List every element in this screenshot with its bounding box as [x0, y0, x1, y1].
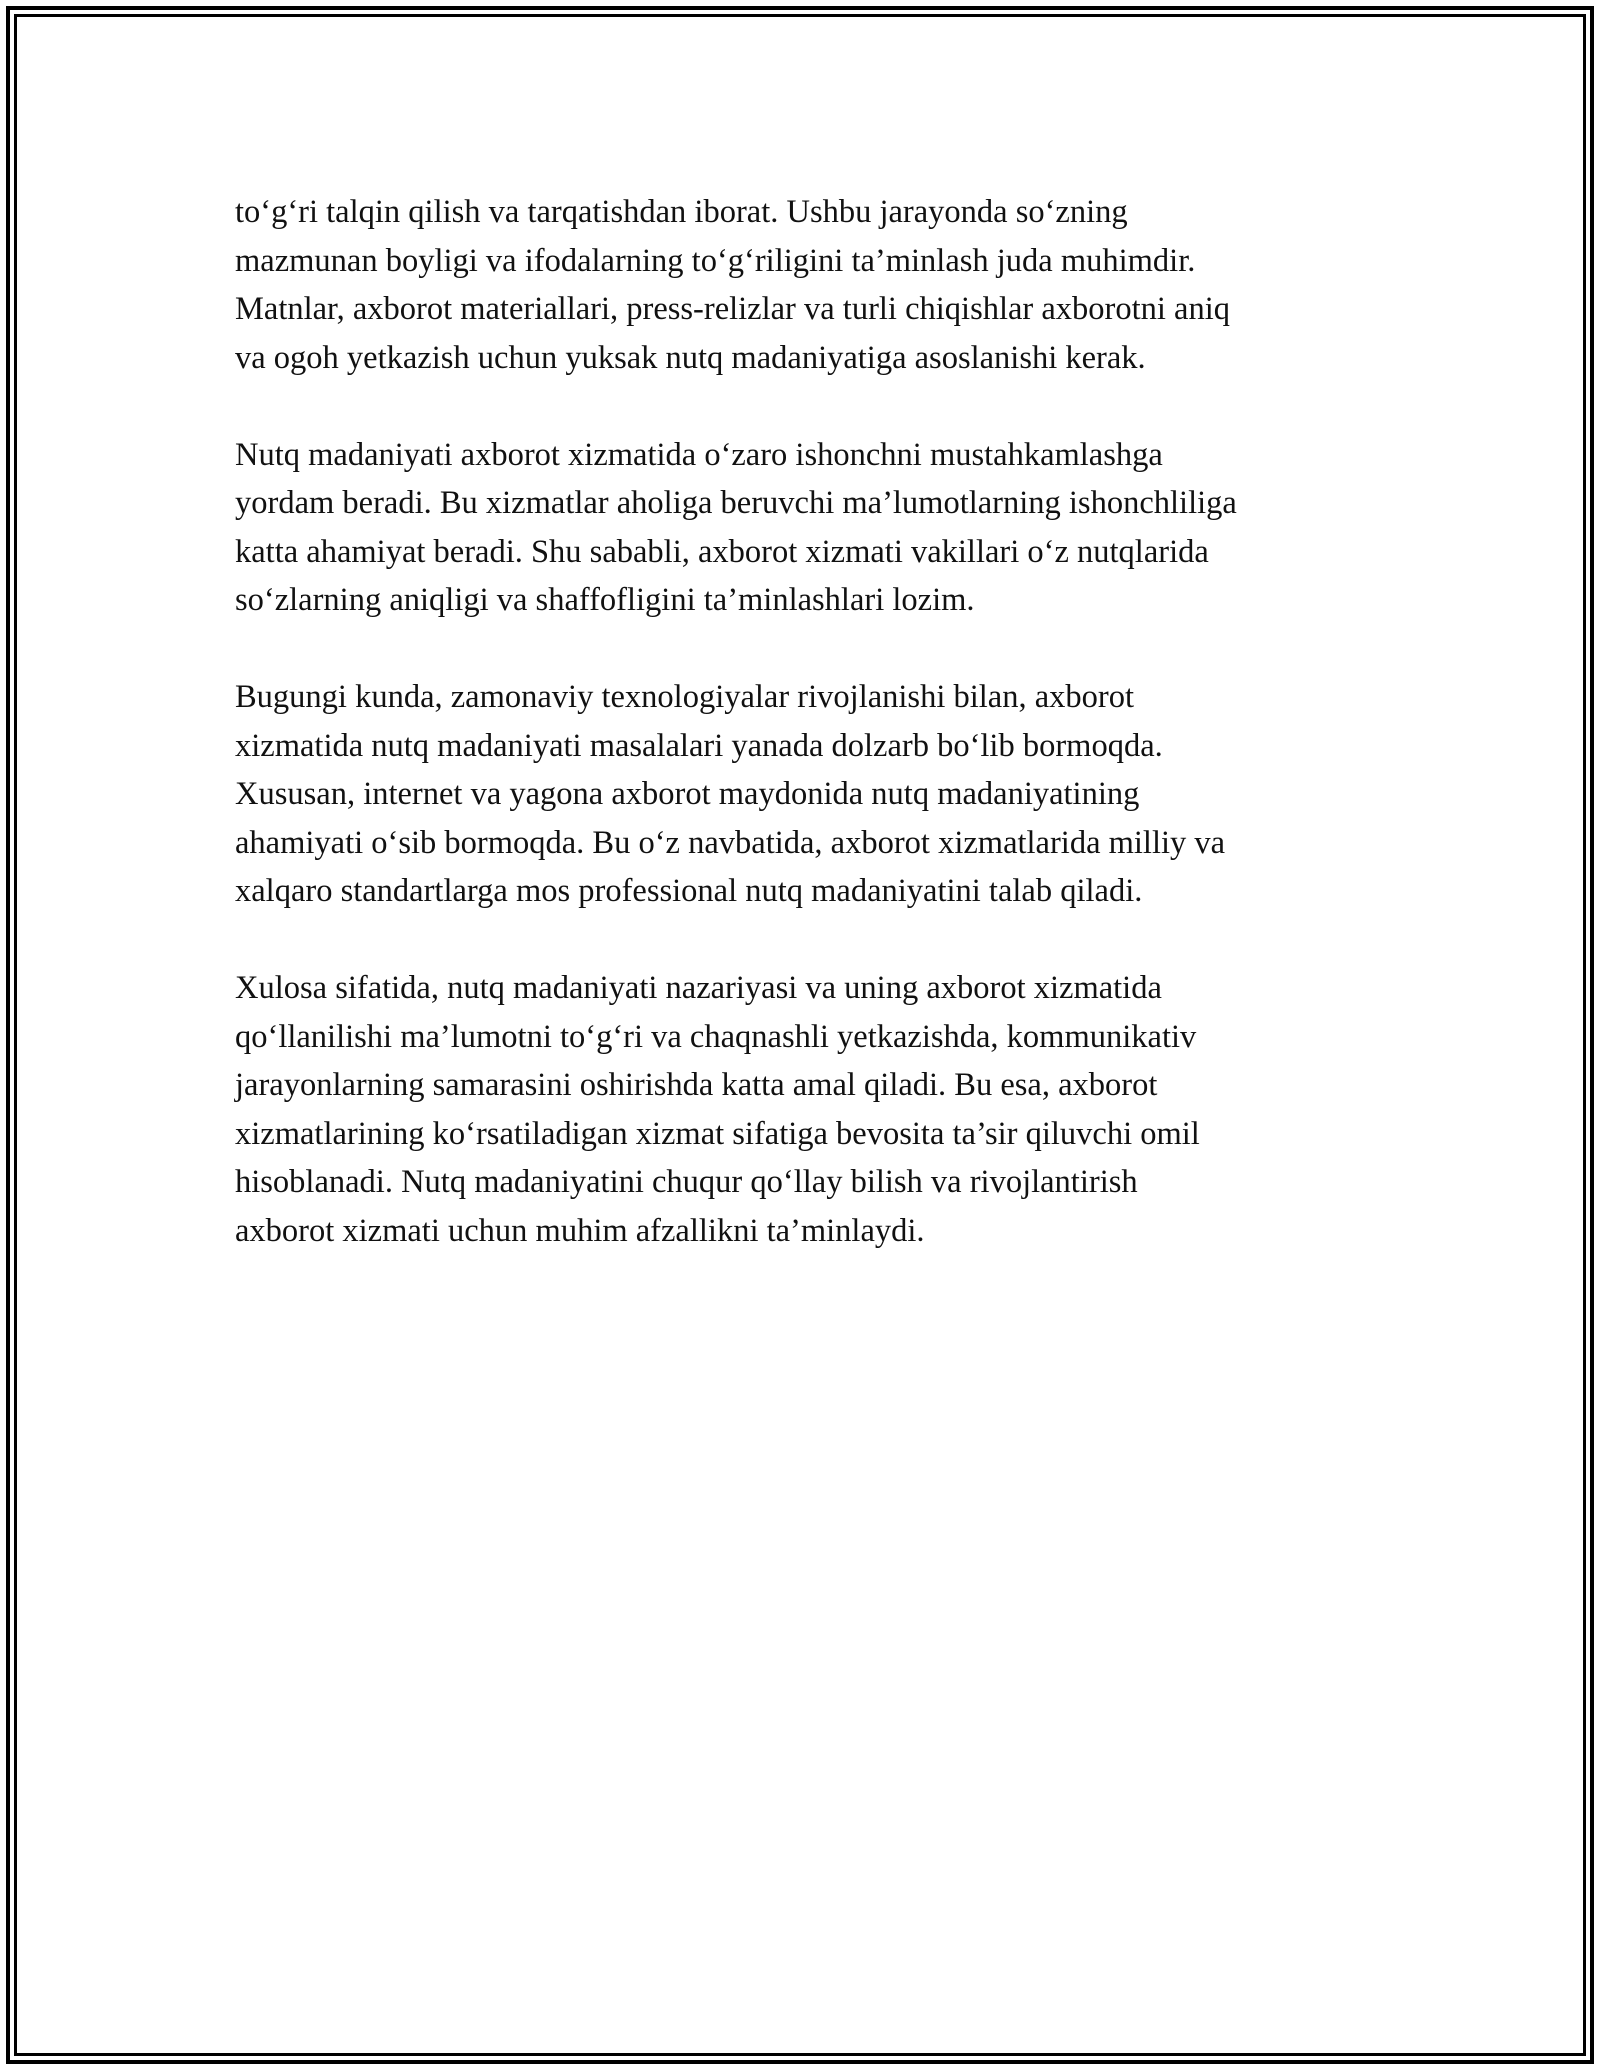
text-line: xizmatida nutq madaniyati masalalari yanada dolzarb bo‘lib bormoqda. [235, 727, 1163, 764]
text-line: mazmunan boyligi va ifodalarning to‘g‘riligini ta’minlash juda muhimdir. [235, 242, 1196, 279]
paragraph-2 [235, 431, 1375, 625]
text-line: to‘g‘ri talqin qilish va tarqatishdan iborat. Ushbu jarayonda so‘zning [235, 194, 1128, 230]
text-line: hisoblanadi. Nutq madaniyatini chuqur qo‘llay bilish va rivojlantirish [235, 1164, 1138, 1200]
text-line: Nutq madaniyati axborot xizmatida o‘zaro ishonchni mustahkamlashga [235, 436, 1163, 473]
text-line: katta ahamiyat beradi. Shu sababli, axborot xizmati vakillari o‘z nutqlarida [235, 533, 1209, 570]
text-line: va ogoh yetkazish uchun yuksak nutq madaniyatiga asoslanishi kerak. [235, 339, 1146, 376]
paragraph-1 [235, 188, 1375, 382]
text-line: yordam beradi. Bu xizmatlar aholiga beruvchi ma’lumotlarning ishonchliliga [235, 485, 1237, 521]
text-line: Xususan, internet va yagona axborot maydonida nutq madaniyatining [235, 776, 1140, 812]
text-line: Matnlar, axborot materiallari, press-relizlar va turli chiqishlar axborotni aniq [235, 291, 1231, 327]
text-line: qo‘llanilishi ma’lumotni to‘g‘ri va chaqnashli yetkazishda, kommunikativ [235, 1018, 1197, 1055]
paragraph-3 [235, 673, 1375, 916]
paragraph-4 [235, 964, 1375, 1255]
document-body [235, 188, 1375, 1304]
text-line: xalqaro standartlarga mos professional nutq madaniyatini talab qiladi. [235, 873, 1143, 909]
text-line: so‘zlarning aniqligi va shaffofligini ta’minlashlari lozim. [235, 582, 975, 618]
text-line: axborot xizmati uchun muhim afzallikni ta’minlaydi. [235, 1212, 925, 1249]
text-line: xizmatlarining ko‘rsatiladigan xizmat sifatiga bevosita ta’sir qiluvchi omil [235, 1115, 1200, 1152]
text-line: ahamiyati o‘sib bormoqda. Bu o‘z navbatida, axborot xizmatlarida milliy va [235, 824, 1226, 861]
text-line: Bugungi kunda, zamonaviy texnologiyalar rivojlanishi bilan, axborot [235, 679, 1134, 715]
text-line: jarayonlarning samarasini oshirishda katta amal qiladi. Bu esa, axborot [235, 1067, 1158, 1103]
text-line: Xulosa sifatida, nutq madaniyati nazariyasi va uning axborot xizmatida [235, 970, 1162, 1006]
